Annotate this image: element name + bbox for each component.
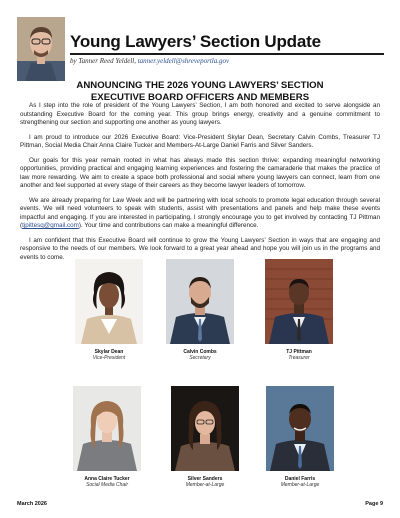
contact-email-link[interactable]: tjpittesq@gmail.com [22, 222, 79, 229]
article-body [20, 102, 380, 268]
paragraph-4 [20, 197, 380, 231]
headline-line-1: ANNOUNCING THE 2026 YOUNG LAWYERS’ SECTION [76, 80, 324, 91]
paragraph-1: As I step into the role of president of the Young Lawyers’ Section, I am both honored and excited to serve alongside an outstanding Executive Board for the coming year. This group brings energy, creativity and a genuine commitment to strengthening our section and supporting one another as young lawyers. [20, 102, 380, 126]
board-member-role: Member-at-Large [280, 482, 320, 489]
page-number: Page 9 [365, 501, 383, 507]
board-member-role: Treasurer [288, 355, 310, 362]
board-member-card [265, 259, 333, 361]
board-member-photo [266, 386, 334, 471]
board-member-name: Calvin Combs [183, 349, 217, 355]
board-member-name: Silver Sanders [187, 476, 223, 482]
author-photo [17, 17, 65, 81]
board-member-card [266, 386, 334, 488]
board-member-name: TJ Pittman [286, 349, 312, 355]
board-member-photo [73, 386, 141, 471]
board-member-card [171, 386, 239, 488]
board-member-name: Skylar Dean [94, 349, 124, 355]
board-member-photo [166, 259, 234, 344]
board-member-card [75, 259, 143, 361]
board-member-role: Member-at-Large [185, 482, 225, 489]
paragraph-5: I am confident that this Executive Board will continue to grow the Young Lawyers’ Section in ways that are engaging and responsive to the needs of our members. We look forward to a great year ahead and hope you will join us in the programs and events to come. [20, 236, 380, 261]
byline [70, 57, 229, 65]
board-member-name: Daniel Farris [284, 476, 316, 482]
board-member-card [166, 259, 234, 361]
board-member-name: Anna Claire Tucker [84, 476, 130, 482]
board-member-role: Vice-President [92, 355, 126, 362]
article-headline [20, 80, 380, 103]
author-email-link[interactable]: tanner.yeldell@shreveportla.gov [137, 57, 230, 65]
paragraph-4-text: We are already preparing for Law Week and will be partnering with local schools to promote legal education through several events. We will need volunteers to speak with students, assist with presentations and panels and help make these events impactful and engaging. If you are interested in participating, I strongly encourage you to get involved by contacting TJ Pittman ( [20, 196, 380, 229]
paragraph-4-tail: ). Your time and contributions can make a meaningful difference. [78, 222, 259, 229]
issue-date: March 2026 [17, 501, 47, 507]
paragraph-3: Our goals for this year remain rooted in what has always made this section thrive: expanding meaningful networking opportunities, providing practical and engaging learning experiences and fostering the camaraderie that makes the practice of law more rewarding. We aim to create a space both professional and social where young lawyers can connect, learn from one another and feel supported at every stage of their careers as they become lawyer leaders of tomorrow. [20, 156, 380, 189]
board-member-photo [171, 386, 239, 471]
title-rule [70, 53, 384, 55]
board-member-role: Social Media Chair [86, 482, 128, 489]
board-member-card [73, 386, 141, 488]
byline-prefix: by Tanner Reed Yeldell, [70, 57, 138, 65]
paragraph-2: I am proud to introduce our 2026 Executive Board: Vice-President Skylar Dean, Secretary Calvin Combs, Treasurer TJ Pittman, Social Media Chair Anna Claire Tucker and Members-At-Large Daniel Farris and Silver Sanders. [20, 133, 380, 149]
board-member-photo [75, 259, 143, 344]
page-title: Young Lawyers’ Section Update [70, 32, 321, 51]
board-member-role: Secretary [189, 355, 211, 362]
board-member-photo [265, 259, 333, 344]
headline-line-2: EXECUTIVE BOARD OFFICERS AND MEMBERS [90, 91, 310, 103]
